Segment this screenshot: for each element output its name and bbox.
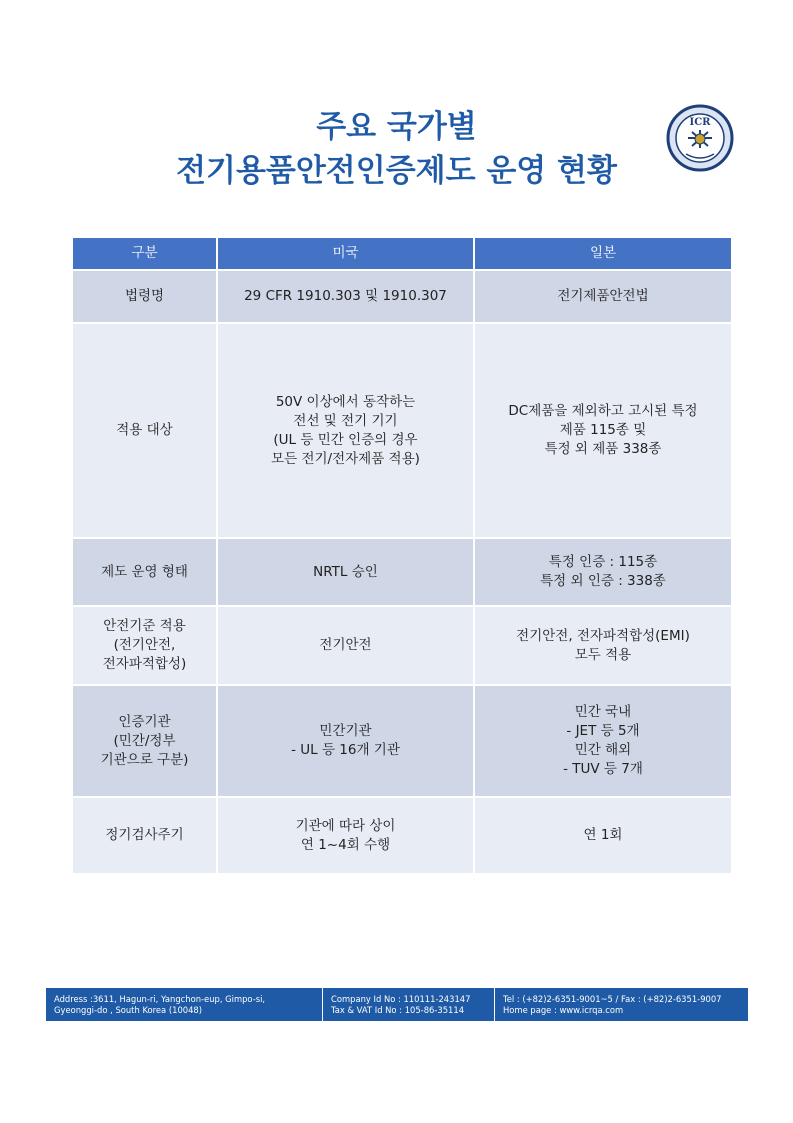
footer-contact: Tel : (+82)2-6351-9001~5 / Fax : (+82)2-6351-9007 Home page : www.icrqa.com [494,988,748,1021]
table-row [72,270,732,323]
row-label: 법령명 [72,270,217,323]
row-label: 적용 대상 [72,323,217,538]
row-label: 정기검사주기 [72,797,217,874]
japan-cell: 전기제품안전법 [474,270,732,323]
row-label: 인증기관 (민간/정부 기관으로 구분) [72,685,217,797]
icr-logo-icon [666,104,734,172]
table-row [72,606,732,685]
usa-cell: 29 CFR 1910.303 및 1910.307 [217,270,474,323]
usa-cell: 전기안전 [217,606,474,685]
table-row [72,323,732,538]
row-label: 안전기준 적용 (전기안전, 전자파적합성) [72,606,217,685]
japan-cell: DC제품을 제외하고 고시된 특정 제품 115종 및 특정 외 제품 338종 [474,323,732,538]
footer [46,988,748,1021]
page-title-line1: 주요 국가별 [316,109,477,145]
comparison-table [71,236,733,875]
japan-cell: 전기안전, 전자파적합성(EMI) 모두 적용 [474,606,732,685]
table-header-row [72,237,732,270]
usa-cell: NRTL 승인 [217,538,474,606]
footer-address: Address :3611, Hagun-ri, Yangchon-eup, Gimpo-si, Gyeonggi-do , South Korea (10048) [54,994,266,1015]
header-category: 구분 [72,237,217,270]
header-japan: 일본 [474,237,732,270]
usa-cell: 기관에 따라 상이 연 1~4회 수행 [217,797,474,874]
table-row [72,797,732,874]
table-row [72,538,732,606]
header-usa: 미국 [217,237,474,270]
usa-cell: 50V 이상에서 동작하는 전선 및 전기 기기 (UL 등 민간 인증의 경우 모든 전기/전자제품 적용) [217,323,474,538]
japan-cell: 민간 국내 - JET 등 5개 민간 해외 - TUV 등 7개 [474,685,732,797]
table-row [72,685,732,797]
page-title-line2: 전기용품안전인증제도 운영 현황 [176,153,617,189]
japan-cell: 연 1회 [474,797,732,874]
row-label: 제도 운영 형태 [72,538,217,606]
usa-cell: 민간기관 - UL 등 16개 기관 [217,685,474,797]
japan-cell: 특정 인증 : 115종 특정 외 인증 : 338종 [474,538,732,606]
footer-company-ids: Company Id No : 110111-243147 Tax & VAT Id No : 105-86-35114 [322,988,494,1021]
homepage-link[interactable]: Home page : www.icrqa.com [503,1005,624,1015]
logo-text: ICR [689,117,711,128]
